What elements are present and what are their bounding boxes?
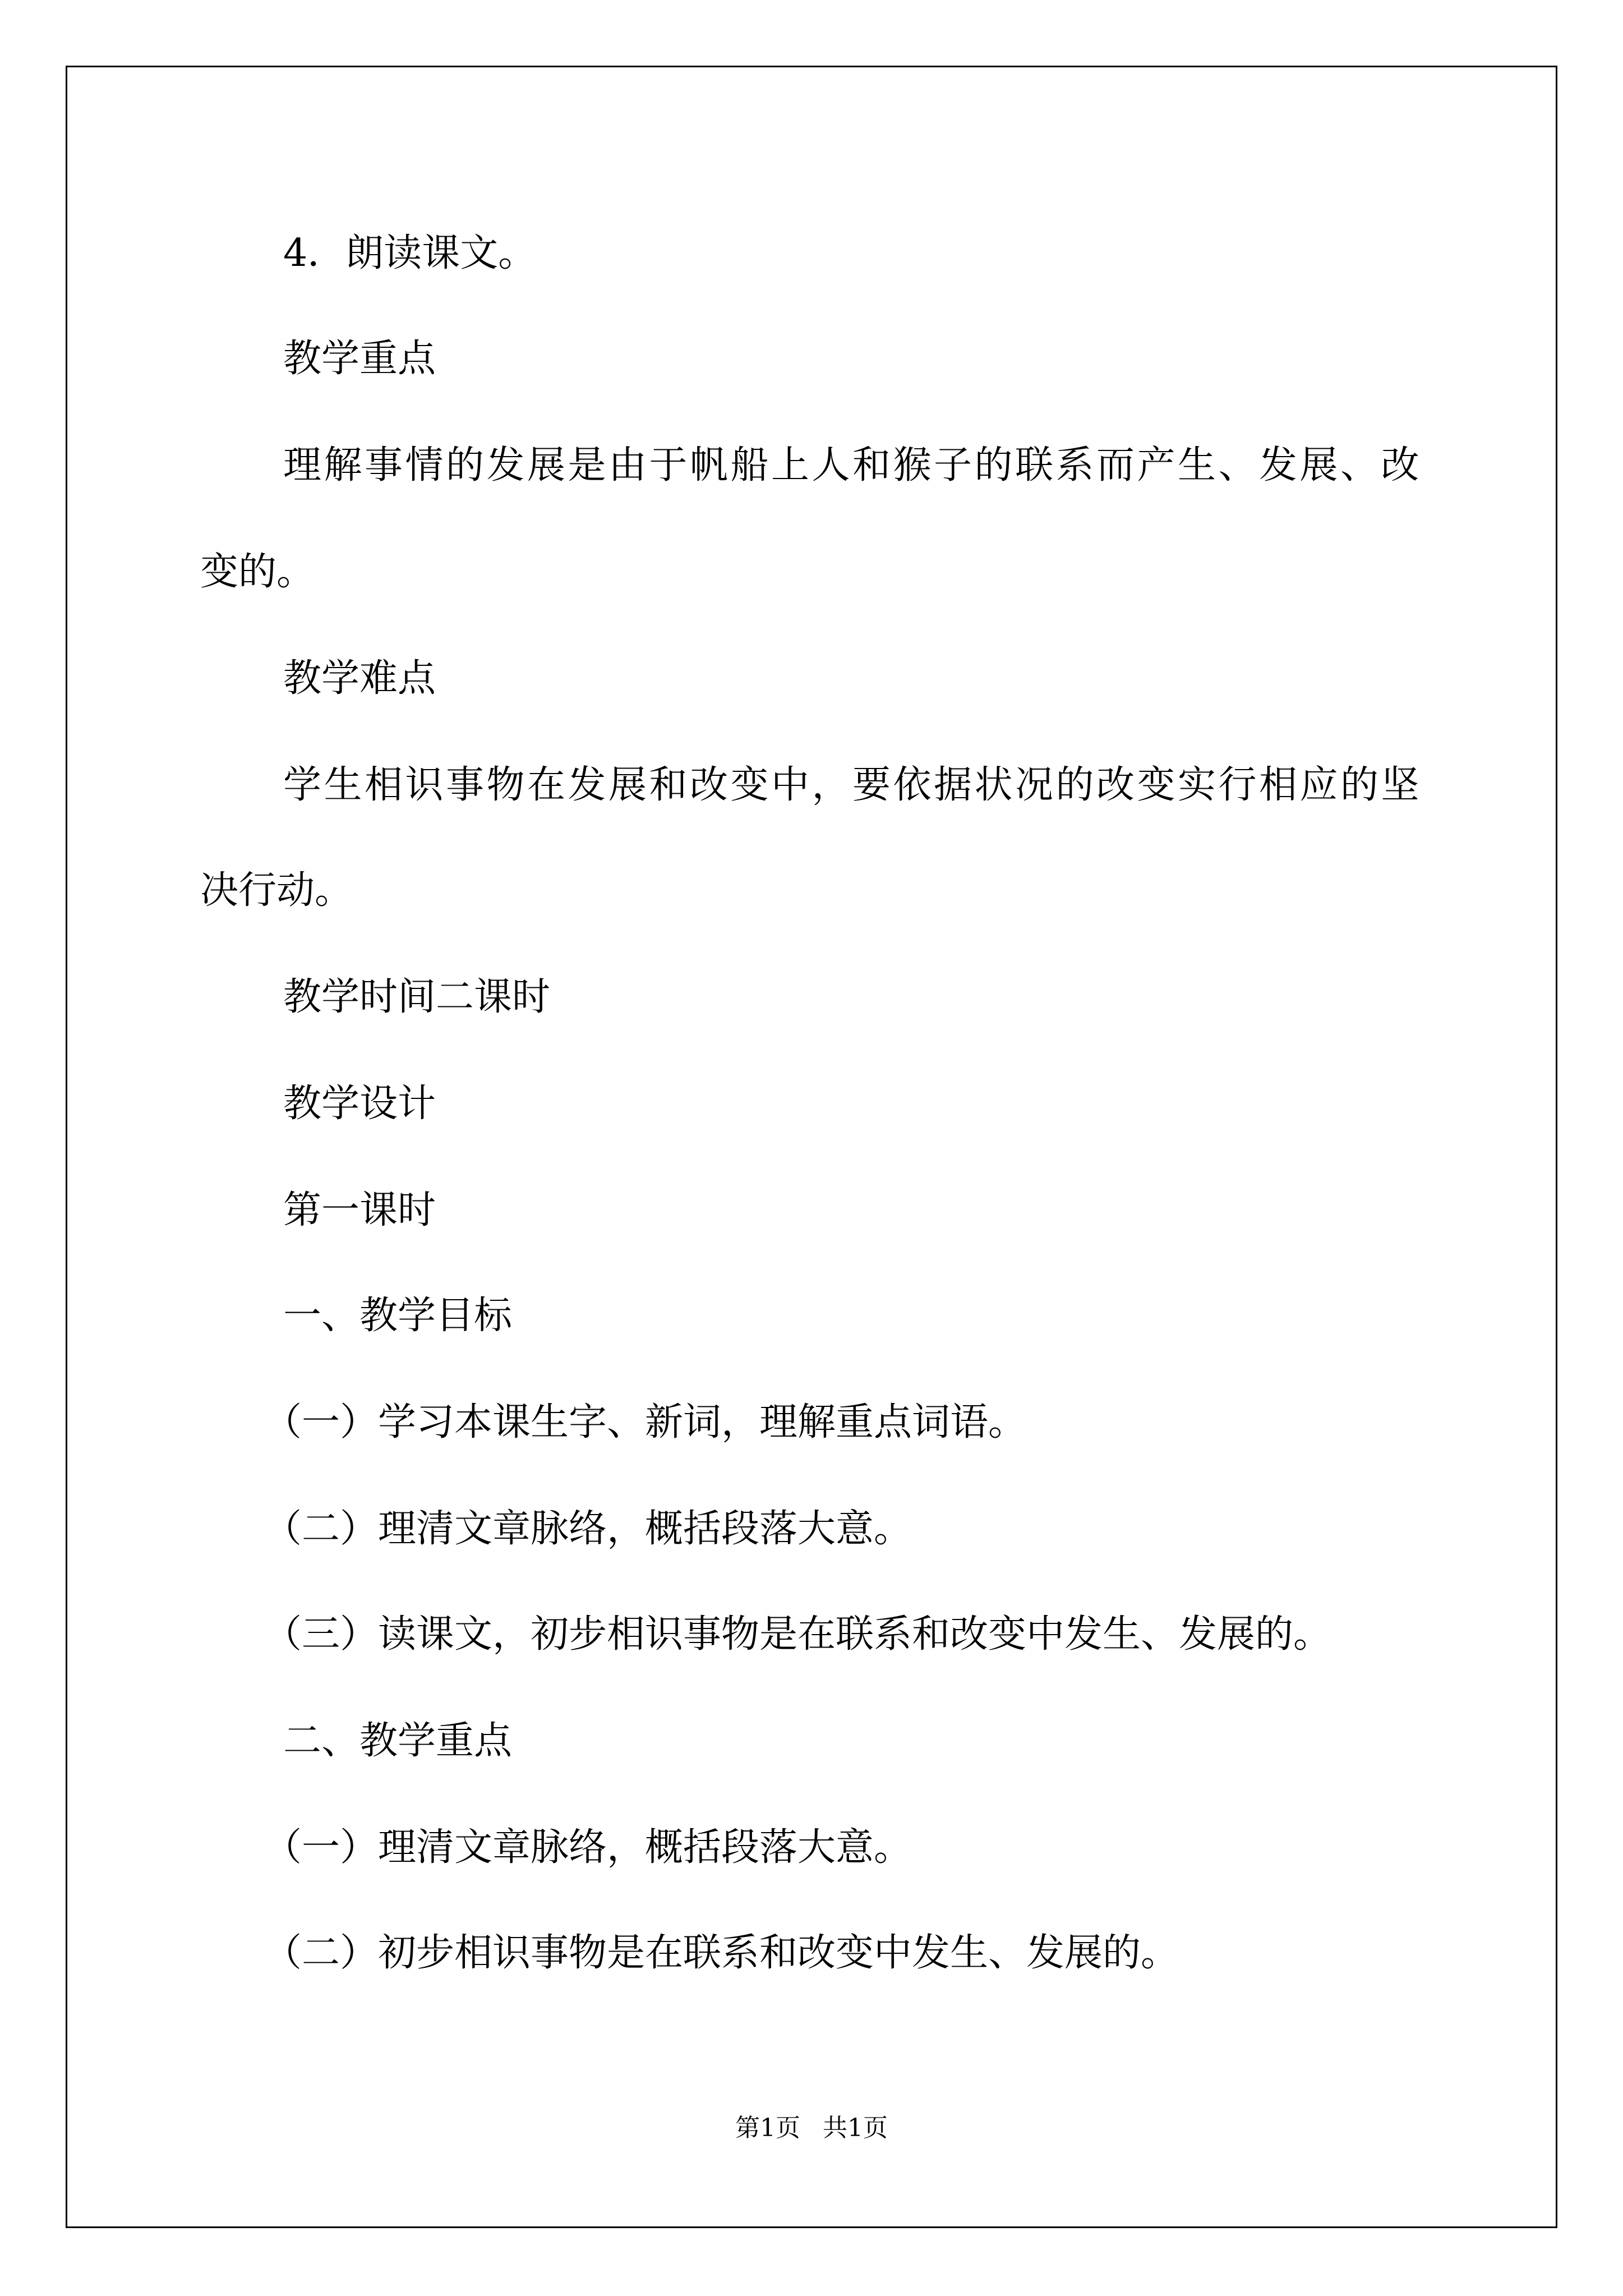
page-number-total: 共1页 <box>823 2114 888 2142</box>
text-line-reading: 4．朗读课文。 <box>283 231 537 275</box>
heading-first-lesson: 第一课时 <box>283 1188 436 1232</box>
paragraph-focus-line-2: 变的。 <box>200 550 315 594</box>
heading-teaching-objectives: 一、教学目标 <box>283 1294 513 1338</box>
heading-teaching-focus: 教学重点 <box>283 337 436 381</box>
heading-teaching-key-points: 二、教学重点 <box>283 1719 513 1763</box>
list-item-key-point-2: （二）初步相识事物是在联系和改变中发生、发展的。 <box>264 1931 1179 1975</box>
list-item-key-point-1: （一）理清文章脉络，概括段落大意。 <box>264 1825 912 1870</box>
text-teaching-time: 教学时间二课时 <box>283 975 551 1019</box>
page-number-current: 第1页 <box>735 2114 800 2142</box>
list-item-objective-1: （一）学习本课生字、新词，理解重点词语。 <box>264 1400 1027 1444</box>
paragraph-difficulty-line-1: 学生相识事物在发展和改变中，要依据状况的改变实行相应的坚 <box>283 763 1422 807</box>
list-item-objective-3: （三）读课文，初步相识事物是在联系和改变中发生、发展的。 <box>264 1612 1332 1657</box>
list-item-objective-2: （二）理清文章脉络，概括段落大意。 <box>264 1507 912 1551</box>
paragraph-focus-line-1: 理解事情的发展是由于帆船上人和猴子的联系而产生、发展、改 <box>283 443 1422 487</box>
page-border <box>66 66 1557 2228</box>
paragraph-difficulty-line-2: 决行动。 <box>200 868 353 913</box>
heading-teaching-design: 教学设计 <box>283 1082 436 1126</box>
heading-teaching-difficulty: 教学难点 <box>283 656 436 701</box>
page-footer <box>0 2111 1623 2145</box>
